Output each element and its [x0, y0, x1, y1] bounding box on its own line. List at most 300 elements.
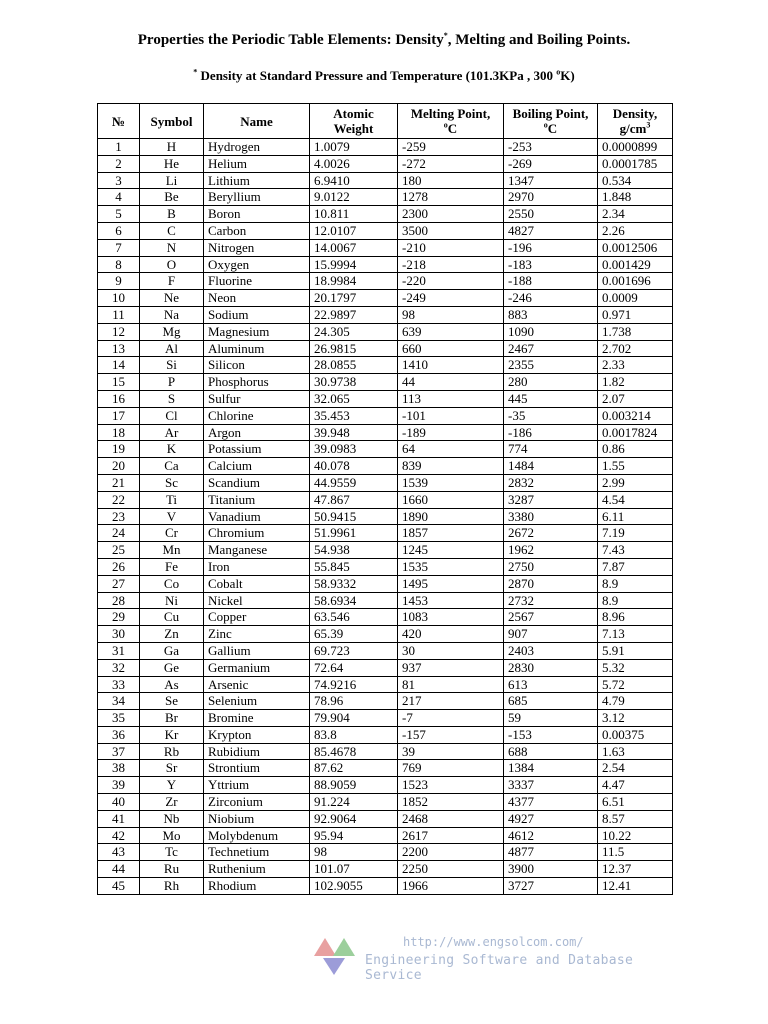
cell-density: 2.26	[598, 222, 673, 239]
table-row	[98, 827, 673, 844]
cell-melting-point: 2468	[398, 810, 504, 827]
cell-melting-point: 1660	[398, 491, 504, 508]
cell-boiling-point: -246	[504, 290, 598, 307]
cell-atomic-weight: 69.723	[310, 642, 398, 659]
cell-name: Titanium	[204, 491, 310, 508]
cell-atomic-weight: 40.078	[310, 458, 398, 475]
cell-name: Beryllium	[204, 189, 310, 206]
cell-symbol: H	[140, 139, 204, 156]
cell-atomic-weight: 14.0067	[310, 239, 398, 256]
cell-symbol: Ne	[140, 290, 204, 307]
cell-number: 8	[98, 256, 140, 273]
cell-number: 29	[98, 609, 140, 626]
cell-boiling-point: 4877	[504, 844, 598, 861]
cell-atomic-weight: 88.9059	[310, 777, 398, 794]
cell-symbol: He	[140, 155, 204, 172]
cell-melting-point: 1852	[398, 794, 504, 811]
cell-number: 24	[98, 525, 140, 542]
cell-boiling-point: 3727	[504, 878, 598, 895]
cell-number: 41	[98, 810, 140, 827]
cell-name: Technetium	[204, 844, 310, 861]
cell-atomic-weight: 9.0122	[310, 189, 398, 206]
table-row	[98, 878, 673, 895]
cell-density: 4.47	[598, 777, 673, 794]
cell-symbol: Mo	[140, 827, 204, 844]
cell-name: Niobium	[204, 810, 310, 827]
cell-symbol: B	[140, 206, 204, 223]
cell-melting-point: 839	[398, 458, 504, 475]
cell-name: Lithium	[204, 172, 310, 189]
cell-boiling-point: 688	[504, 743, 598, 760]
table-row	[98, 592, 673, 609]
cell-number: 21	[98, 474, 140, 491]
cell-melting-point: 81	[398, 676, 504, 693]
cell-symbol: Ni	[140, 592, 204, 609]
cell-melting-point: 39	[398, 743, 504, 760]
logo-triangle-blue	[323, 958, 345, 975]
cell-symbol: V	[140, 508, 204, 525]
cell-atomic-weight: 39.0983	[310, 441, 398, 458]
cell-symbol: Fe	[140, 558, 204, 575]
cell-boiling-point: 280	[504, 374, 598, 391]
cell-name: Copper	[204, 609, 310, 626]
cell-number: 12	[98, 323, 140, 340]
cell-melting-point: -220	[398, 273, 504, 290]
cell-number: 1	[98, 139, 140, 156]
cell-symbol: S	[140, 390, 204, 407]
cell-melting-point: 217	[398, 693, 504, 710]
cell-melting-point: -259	[398, 139, 504, 156]
cell-melting-point: -189	[398, 424, 504, 441]
cell-name: Krypton	[204, 726, 310, 743]
table-row	[98, 290, 673, 307]
cell-density: 8.9	[598, 575, 673, 592]
cell-number: 22	[98, 491, 140, 508]
cell-name: Ruthenium	[204, 861, 310, 878]
cell-boiling-point: 613	[504, 676, 598, 693]
logo-triangle-red	[314, 938, 336, 956]
cell-density: 0.0009	[598, 290, 673, 307]
cell-atomic-weight: 98	[310, 844, 398, 861]
cell-atomic-weight: 35.453	[310, 407, 398, 424]
cell-boiling-point: 774	[504, 441, 598, 458]
cell-boiling-point: 1090	[504, 323, 598, 340]
cell-name: Scandium	[204, 474, 310, 491]
table-row	[98, 424, 673, 441]
cell-name: Sulfur	[204, 390, 310, 407]
cell-symbol: F	[140, 273, 204, 290]
table-row	[98, 777, 673, 794]
cell-density: 5.91	[598, 642, 673, 659]
cell-atomic-weight: 26.9815	[310, 340, 398, 357]
cell-boiling-point: 2830	[504, 659, 598, 676]
cell-density: 12.37	[598, 861, 673, 878]
cell-name: Nickel	[204, 592, 310, 609]
cell-atomic-weight: 83.8	[310, 726, 398, 743]
cell-density: 7.13	[598, 626, 673, 643]
cell-atomic-weight: 10.811	[310, 206, 398, 223]
cell-melting-point: 64	[398, 441, 504, 458]
cell-melting-point: 1495	[398, 575, 504, 592]
header-symbol: Symbol	[140, 104, 204, 139]
cell-boiling-point: 2870	[504, 575, 598, 592]
cell-number: 43	[98, 844, 140, 861]
cell-symbol: Zn	[140, 626, 204, 643]
cell-number: 9	[98, 273, 140, 290]
cell-name: Chlorine	[204, 407, 310, 424]
cell-atomic-weight: 95.94	[310, 827, 398, 844]
cell-melting-point: -101	[398, 407, 504, 424]
cell-boiling-point: -253	[504, 139, 598, 156]
cell-melting-point: 1523	[398, 777, 504, 794]
cell-melting-point: 1539	[398, 474, 504, 491]
cell-atomic-weight: 51.9961	[310, 525, 398, 542]
cell-number: 35	[98, 710, 140, 727]
table-row	[98, 155, 673, 172]
cell-melting-point: -218	[398, 256, 504, 273]
cell-name: Zirconium	[204, 794, 310, 811]
cell-symbol: Tc	[140, 844, 204, 861]
cell-name: Phosphorus	[204, 374, 310, 391]
cell-boiling-point: 1962	[504, 542, 598, 559]
table-row	[98, 407, 673, 424]
cell-boiling-point: 4927	[504, 810, 598, 827]
cell-boiling-point: -188	[504, 273, 598, 290]
table-row	[98, 676, 673, 693]
cell-name: Potassium	[204, 441, 310, 458]
cell-density: 2.33	[598, 357, 673, 374]
cell-symbol: Zr	[140, 794, 204, 811]
elements-table	[97, 103, 673, 895]
cell-atomic-weight: 6.9410	[310, 172, 398, 189]
header-number: №	[98, 104, 140, 139]
table-row	[98, 206, 673, 223]
cell-boiling-point: 2567	[504, 609, 598, 626]
cell-atomic-weight: 50.9415	[310, 508, 398, 525]
cell-name: Argon	[204, 424, 310, 441]
cell-density: 7.19	[598, 525, 673, 542]
cell-atomic-weight: 58.6934	[310, 592, 398, 609]
cell-boiling-point: 2355	[504, 357, 598, 374]
cell-density: 0.534	[598, 172, 673, 189]
header-atomic-weight: Atomic Weight	[310, 104, 398, 139]
cell-number: 37	[98, 743, 140, 760]
table-body	[98, 139, 673, 895]
cell-boiling-point: 4827	[504, 222, 598, 239]
cell-name: Arsenic	[204, 676, 310, 693]
cell-number: 45	[98, 878, 140, 895]
cell-boiling-point: 3337	[504, 777, 598, 794]
table-row	[98, 306, 673, 323]
cell-number: 25	[98, 542, 140, 559]
cell-boiling-point: 4377	[504, 794, 598, 811]
cell-melting-point: -249	[398, 290, 504, 307]
cell-boiling-point: 2970	[504, 189, 598, 206]
cell-name: Oxygen	[204, 256, 310, 273]
cell-density: 0.0017824	[598, 424, 673, 441]
table-row	[98, 256, 673, 273]
cell-boiling-point: -186	[504, 424, 598, 441]
table-row	[98, 861, 673, 878]
cell-melting-point: 937	[398, 659, 504, 676]
cell-name: Silicon	[204, 357, 310, 374]
cell-name: Fluorine	[204, 273, 310, 290]
cell-number: 39	[98, 777, 140, 794]
cell-number: 15	[98, 374, 140, 391]
cell-symbol: Ru	[140, 861, 204, 878]
cell-melting-point: 2300	[398, 206, 504, 223]
cell-number: 33	[98, 676, 140, 693]
cell-boiling-point: -153	[504, 726, 598, 743]
cell-density: 1.55	[598, 458, 673, 475]
cell-density: 5.32	[598, 659, 673, 676]
cell-name: Cobalt	[204, 575, 310, 592]
footer-url: http://www.engsolcom.com/	[403, 935, 584, 949]
cell-symbol: Ar	[140, 424, 204, 441]
cell-boiling-point: -35	[504, 407, 598, 424]
cell-density: 1.738	[598, 323, 673, 340]
cell-boiling-point: 2403	[504, 642, 598, 659]
cell-boiling-point: 2550	[504, 206, 598, 223]
cell-name: Yttrium	[204, 777, 310, 794]
header-melting-point: Melting Point, $^o$C	[398, 104, 504, 139]
table-row	[98, 760, 673, 777]
table-row	[98, 172, 673, 189]
table-row	[98, 575, 673, 592]
cell-density: 1.82	[598, 374, 673, 391]
cell-melting-point: 2617	[398, 827, 504, 844]
cell-melting-point: 98	[398, 306, 504, 323]
header-density: Density, $g/cm^3$	[598, 104, 673, 139]
cell-atomic-weight: 92.9064	[310, 810, 398, 827]
table-row	[98, 340, 673, 357]
cell-number: 10	[98, 290, 140, 307]
cell-melting-point: -157	[398, 726, 504, 743]
three-triangles-logo-icon	[311, 932, 359, 976]
cell-density: 0.001696	[598, 273, 673, 290]
cell-name: Bromine	[204, 710, 310, 727]
cell-symbol: Co	[140, 575, 204, 592]
cell-boiling-point: 445	[504, 390, 598, 407]
cell-symbol: Al	[140, 340, 204, 357]
table-row	[98, 458, 673, 475]
cell-number: 23	[98, 508, 140, 525]
cell-number: 27	[98, 575, 140, 592]
cell-number: 13	[98, 340, 140, 357]
table-row	[98, 710, 673, 727]
cell-density: 4.79	[598, 693, 673, 710]
cell-melting-point: 660	[398, 340, 504, 357]
cell-symbol: Cl	[140, 407, 204, 424]
table-row	[98, 525, 673, 542]
cell-melting-point: 2250	[398, 861, 504, 878]
cell-number: 44	[98, 861, 140, 878]
cell-name: Helium	[204, 155, 310, 172]
cell-name: Vanadium	[204, 508, 310, 525]
cell-symbol: Na	[140, 306, 204, 323]
table-header-row	[98, 104, 673, 139]
cell-number: 20	[98, 458, 140, 475]
cell-name: Gallium	[204, 642, 310, 659]
cell-density: 12.41	[598, 878, 673, 895]
cell-melting-point: 420	[398, 626, 504, 643]
page-subtitle: * Density at Standard Pressure and Temperature (101.3KPa , 300 $^o$K)	[193, 67, 575, 83]
cell-name: Zinc	[204, 626, 310, 643]
table-row	[98, 558, 673, 575]
cell-symbol: Sr	[140, 760, 204, 777]
cell-number: 34	[98, 693, 140, 710]
cell-symbol: Sc	[140, 474, 204, 491]
cell-number: 28	[98, 592, 140, 609]
cell-atomic-weight: 4.0026	[310, 155, 398, 172]
footer-service-name: Engineering Software and Database Service	[365, 953, 634, 983]
table-row	[98, 491, 673, 508]
cell-atomic-weight: 74.9216	[310, 676, 398, 693]
cell-atomic-weight: 58.9332	[310, 575, 398, 592]
cell-symbol: Se	[140, 693, 204, 710]
cell-symbol: Kr	[140, 726, 204, 743]
cell-melting-point: 1966	[398, 878, 504, 895]
table-row	[98, 222, 673, 239]
cell-density: 7.87	[598, 558, 673, 575]
cell-boiling-point: 907	[504, 626, 598, 643]
cell-number: 38	[98, 760, 140, 777]
cell-atomic-weight: 102.9055	[310, 878, 398, 895]
cell-melting-point: 1453	[398, 592, 504, 609]
table-row	[98, 189, 673, 206]
cell-boiling-point: -183	[504, 256, 598, 273]
cell-name: Chromium	[204, 525, 310, 542]
cell-symbol: Si	[140, 357, 204, 374]
cell-density: 8.9	[598, 592, 673, 609]
cell-symbol: N	[140, 239, 204, 256]
table-row	[98, 743, 673, 760]
cell-boiling-point: 3287	[504, 491, 598, 508]
cell-atomic-weight: 12.0107	[310, 222, 398, 239]
cell-density: 1.848	[598, 189, 673, 206]
cell-name: Sodium	[204, 306, 310, 323]
table-row	[98, 626, 673, 643]
cell-name: Boron	[204, 206, 310, 223]
cell-atomic-weight: 65.39	[310, 626, 398, 643]
cell-boiling-point: 4612	[504, 827, 598, 844]
table-row	[98, 139, 673, 156]
cell-number: 36	[98, 726, 140, 743]
cell-density: 0.86	[598, 441, 673, 458]
cell-atomic-weight: 20.1797	[310, 290, 398, 307]
cell-symbol: Mg	[140, 323, 204, 340]
cell-name: Rhodium	[204, 878, 310, 895]
table-row	[98, 609, 673, 626]
cell-melting-point: 2200	[398, 844, 504, 861]
table-row	[98, 390, 673, 407]
cell-number: 42	[98, 827, 140, 844]
cell-number: 14	[98, 357, 140, 374]
cell-boiling-point: 2467	[504, 340, 598, 357]
cell-number: 17	[98, 407, 140, 424]
cell-melting-point: 1278	[398, 189, 504, 206]
cell-density: 2.34	[598, 206, 673, 223]
cell-boiling-point: 2672	[504, 525, 598, 542]
cell-symbol: Cr	[140, 525, 204, 542]
table-row	[98, 441, 673, 458]
cell-density: 2.702	[598, 340, 673, 357]
cell-symbol: Ca	[140, 458, 204, 475]
cell-symbol: K	[140, 441, 204, 458]
table-row	[98, 323, 673, 340]
cell-melting-point: 1857	[398, 525, 504, 542]
cell-atomic-weight: 24.305	[310, 323, 398, 340]
cell-atomic-weight: 39.948	[310, 424, 398, 441]
cell-atomic-weight: 55.845	[310, 558, 398, 575]
cell-boiling-point: 59	[504, 710, 598, 727]
table-row	[98, 844, 673, 861]
cell-symbol: C	[140, 222, 204, 239]
cell-symbol: Br	[140, 710, 204, 727]
cell-boiling-point: 3900	[504, 861, 598, 878]
cell-melting-point: -272	[398, 155, 504, 172]
cell-number: 3	[98, 172, 140, 189]
cell-density: 0.0012506	[598, 239, 673, 256]
cell-symbol: Rb	[140, 743, 204, 760]
cell-atomic-weight: 54.938	[310, 542, 398, 559]
cell-number: 18	[98, 424, 140, 441]
table-row	[98, 726, 673, 743]
cell-atomic-weight: 1.0079	[310, 139, 398, 156]
cell-melting-point: 1410	[398, 357, 504, 374]
cell-melting-point: 1535	[398, 558, 504, 575]
cell-melting-point: 30	[398, 642, 504, 659]
cell-symbol: Rh	[140, 878, 204, 895]
table-row	[98, 357, 673, 374]
cell-melting-point: 1245	[398, 542, 504, 559]
cell-density: 0.0001785	[598, 155, 673, 172]
cell-symbol: Be	[140, 189, 204, 206]
cell-number: 7	[98, 239, 140, 256]
cell-symbol: Li	[140, 172, 204, 189]
cell-density: 2.54	[598, 760, 673, 777]
cell-name: Selenium	[204, 693, 310, 710]
cell-melting-point: 639	[398, 323, 504, 340]
cell-symbol: O	[140, 256, 204, 273]
cell-name: Iron	[204, 558, 310, 575]
cell-name: Manganese	[204, 542, 310, 559]
cell-density: 0.00375	[598, 726, 673, 743]
cell-melting-point: 180	[398, 172, 504, 189]
header-name: Name	[204, 104, 310, 139]
cell-number: 4	[98, 189, 140, 206]
cell-boiling-point: 2750	[504, 558, 598, 575]
cell-symbol: Ti	[140, 491, 204, 508]
cell-name: Aluminum	[204, 340, 310, 357]
cell-name: Magnesium	[204, 323, 310, 340]
cell-atomic-weight: 32.065	[310, 390, 398, 407]
cell-density: 8.57	[598, 810, 673, 827]
cell-number: 31	[98, 642, 140, 659]
footer-watermark	[255, 925, 695, 983]
cell-atomic-weight: 63.546	[310, 609, 398, 626]
cell-atomic-weight: 85.4678	[310, 743, 398, 760]
cell-boiling-point: 3380	[504, 508, 598, 525]
cell-number: 32	[98, 659, 140, 676]
cell-density: 2.99	[598, 474, 673, 491]
cell-atomic-weight: 78.96	[310, 693, 398, 710]
table-row	[98, 273, 673, 290]
cell-boiling-point: 2832	[504, 474, 598, 491]
cell-atomic-weight: 79.904	[310, 710, 398, 727]
page-title: Properties the Periodic Table Elements: Density*, Melting and Boiling Points.	[137, 31, 631, 48]
table-row	[98, 508, 673, 525]
